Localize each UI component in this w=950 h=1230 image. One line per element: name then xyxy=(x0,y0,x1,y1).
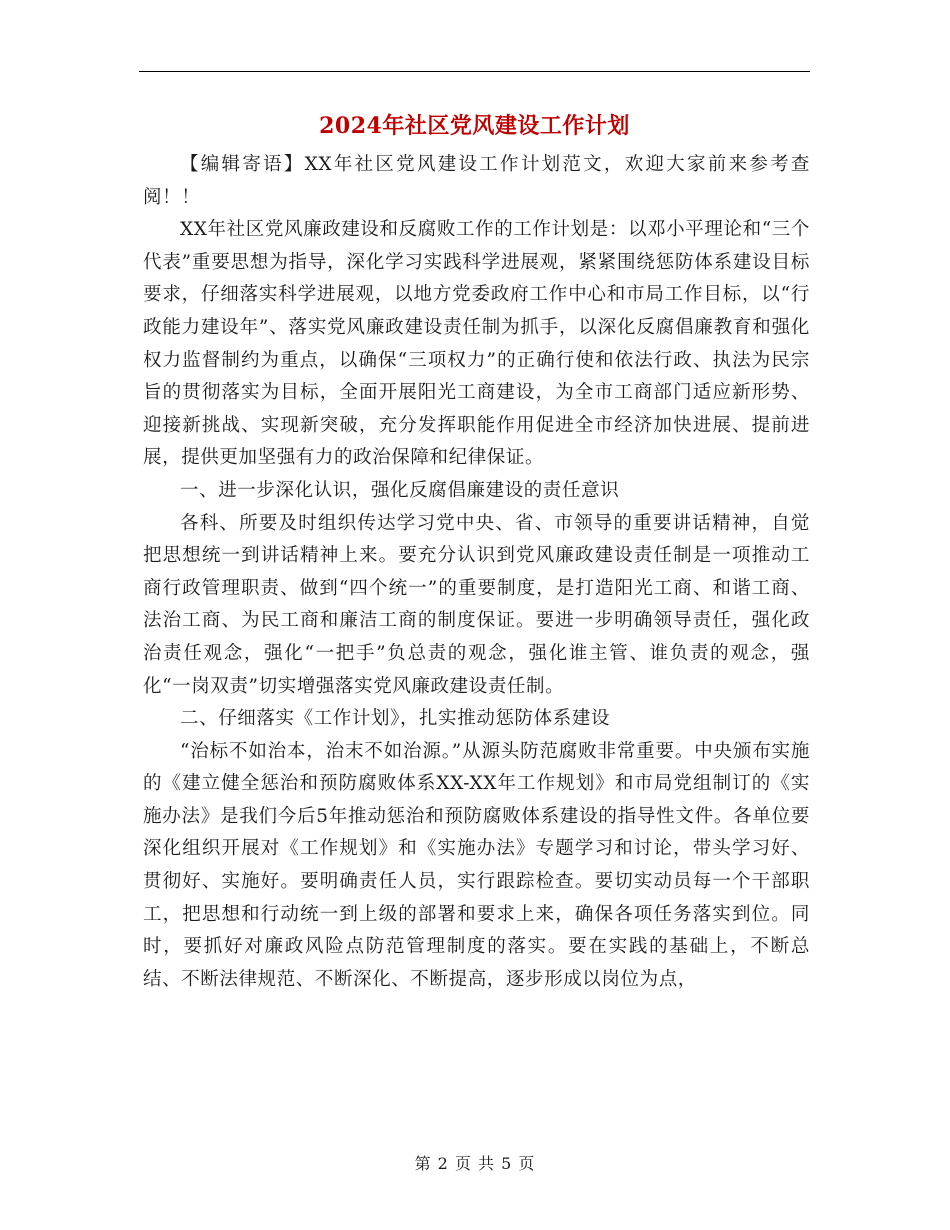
document-body xyxy=(143,149,810,996)
section-heading-2: 二、仔细落实《工作计划》，扎实推动惩防体系建设 xyxy=(180,708,611,730)
paragraph-section-2: “治标不如治本，治末不如治源。”从源头防范腐败非常重要。中央颁布实施的《建立健全惩治和预防腐败体系XX-XX年工作规划》和市局党组制订的《实施办法》是我们今后5年推动惩治和预防腐败体系建设的指导性文件。各单位要深化组织开展对《工作规划》和《实施办法》专题学习和讨论，带头学习好、贯彻好、实施好。要明确责任人员，实行跟踪检查。要切实动员每一个干部职工，把思想和行动统一到上级的部署和要求上来，确保各项任务落实到位。同时，要抓好对廉政风险点防范管理制度的落实。要在实践的基础上，不断总结、不断法律规范、不断深化、不断提高，逐步形成以岗位为点， xyxy=(143,740,810,990)
paragraph-section-1: 各科、所要及时组织传达学习党中央、省、市领导的重要讲话精神，自觉把思想统一到讲话精神上来。要充分认识到党风廉政建设责任制是一项推动工商行政管理职责、做到“四个统一”的重要制度，是打造阳光工商、和谐工商、法治工商、为民工商和廉洁工商的制度保证。要进一步明确领导责任，强化政治责任观念，强化“一把手”负总责的观念，强化谁主管、谁负责的观念，强化“一岗双责”切实增强落实党风廉政建设责任制。 xyxy=(143,512,810,697)
section-heading-1: 一、进一步深化认识，强化反腐倡廉建设的责任意识 xyxy=(180,479,620,501)
document-title: 2024年社区党风建设工作计划 xyxy=(319,113,630,139)
paragraph-intro: XX年社区党风廉政建设和反腐败工作的工作计划是：以邓小平理论和“三个代表”重要思想为指导，深化学习实践科学进展观，紧紧围绕惩防体系建设目标要求，仔细落实科学进展观，以地方党委政府工作中心和市局工作目标，以“行政能力建设年”、落实党风廉政建设责任制为抓手，以深化反腐倡廉教育和强化权力监督制约为重点，以确保“三项权力”的正确行使和依法行政、执法为民宗旨的贯彻落实为目标，全面开展阳光工商建设，为全市工商部门适应新形势、迎接新挑战、实现新突破，充分发挥职能作用促进全市经济加快进展、提前进展，提供更加坚强有力的政治保障和纪律保证。 xyxy=(143,219,810,469)
page-number-footer: 第 2 页 共 5 页 xyxy=(414,1154,536,1173)
header-rule xyxy=(139,71,810,72)
paragraph-editor-note: 【编辑寄语】XX年社区党风建设工作计划范文，欢迎大家前来参考查阅！！ xyxy=(143,154,810,208)
